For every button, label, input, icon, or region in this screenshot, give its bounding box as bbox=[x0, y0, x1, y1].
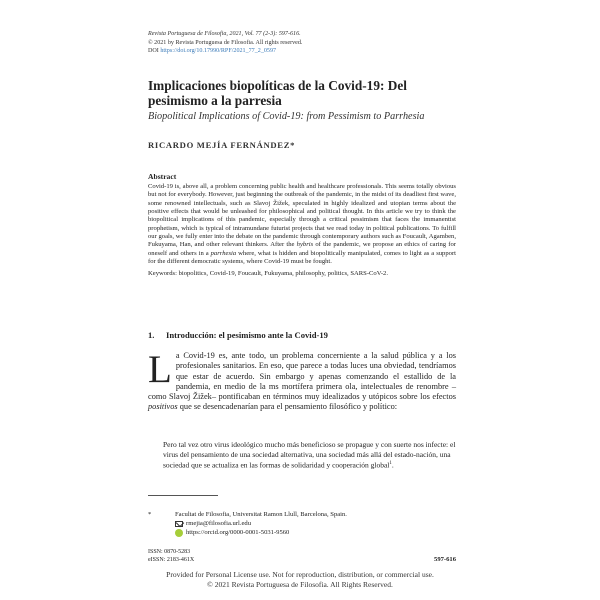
block-quote bbox=[163, 440, 458, 470]
license-notice bbox=[0, 570, 600, 590]
author-name: RICARDO MEJÍA FERNÁNDEZ* bbox=[148, 140, 296, 150]
issn: ISSN: 0870-5283 bbox=[148, 549, 191, 555]
eissn: eISSN: 2183-461X bbox=[148, 557, 195, 564]
abstract-heading: Abstract bbox=[148, 172, 177, 181]
section-number: 1. bbox=[148, 330, 155, 340]
quote-text: Pero tal vez otro virus ideológico mucho más beneficioso se propague y con suerte nos infecte: el virus del pensamiento de una sociedad alternativa, una sociedad más allá del estado-nación, una sociedad que se actualiza en las formas de solidaridad y cooperación global bbox=[163, 440, 456, 470]
drop-cap: L bbox=[148, 348, 172, 391]
section-title: Introducción: el pesimismo ante la Covid-19 bbox=[166, 330, 328, 340]
doi-label: DOI bbox=[148, 48, 159, 55]
affiliation: Facultat de Filosofia, Universitat Ramon Llull, Barcelona, Spain. bbox=[175, 511, 347, 518]
footnote-ref[interactable]: 1 bbox=[389, 461, 392, 467]
license-line-2: © 2021 Revista Portuguesa de Filosofia. All Rights Reserved. bbox=[207, 580, 393, 589]
body-text-1: a Covid-19 es, ante todo, un problema concerniente a la salud pública y a los profesionales sanitarios. En eso, que parece a todas luces una obviedad, tendríamos que estar de acuerdo. Sin embargo y apenas comenzando el estallido de la pandemia, en medio de la ms mortífera primera ola, intelectuales de renombre –como Slavoj Žižek– pontificaban en términos muy idealizados y utópicos sobre los efectos bbox=[148, 351, 456, 402]
orcid-link[interactable]: https://orcid.org/0000-0001-5031-9560 bbox=[186, 529, 290, 536]
article-subtitle: Biopolitical Implications of Covid-19: from Pessimism to Parrhesia bbox=[148, 111, 425, 122]
journal-header bbox=[148, 30, 468, 56]
body-paragraph bbox=[148, 348, 456, 413]
issn-block bbox=[148, 548, 268, 565]
abstract-text-3: where, what is hidden and biopolitically manipulated, comes to light as a support for the different democratic systems, where Covid-19 must be fought. bbox=[148, 249, 456, 266]
doi-line bbox=[148, 47, 468, 56]
footnote-body bbox=[175, 510, 445, 537]
keywords: Keywords: biopolitics, Covid-19, Foucault, Fukuyama, philosophy, politics, SARS-CoV-2. bbox=[148, 270, 389, 278]
footnote-mark: * bbox=[148, 511, 152, 518]
abstract-italic-2: parrhesia bbox=[210, 249, 237, 257]
email-line bbox=[175, 519, 445, 528]
abstract-italic-1: hybris bbox=[296, 241, 314, 249]
quote-end: . bbox=[391, 460, 394, 470]
abstract-body bbox=[148, 183, 456, 279]
mail-icon bbox=[175, 521, 183, 527]
footnote-rule bbox=[148, 495, 218, 496]
abstract-text-1: Covid-19 is, above all, a problem concerning public health and healthcare professionals. This seems totally obvious but not for everybody. However, just beginning the outbreak of the pandemic, in the midst of its deadliest first wave, some renowned intellectuals, such as Slavoj Žižek, speculated in highly idealized and utopian terms about the positive effects that would be unleashed for philosophical and political thought. In this article we try to think the biopolitical implications of this pandemic, especially through a critical pessimism that faces the immanentist prophetism, which is typical of intramundane futurist projects that we read today in political publications. To fulfill our goals, we fully enter into the debate on the pandemic through contemporary authors such as Foucault, Agamben, Fukuyama, Han, and other relevant thinkers. After the bbox=[148, 183, 456, 249]
orcid-line bbox=[175, 528, 445, 537]
copyright-line: © 2021 by Revista Portuguesa de Filosofia. All rights reserved. bbox=[148, 39, 303, 46]
orcid-icon bbox=[175, 529, 183, 537]
journal-line: Revista Portuguesa de Filosofia, 2021, Vol. 77 (2-3): 597-616. bbox=[148, 31, 301, 37]
section-heading bbox=[148, 330, 456, 340]
email-link[interactable]: rmejia@filosofia.url.edu bbox=[186, 520, 252, 527]
body-italic: positivos bbox=[148, 402, 178, 412]
license-line-1: Provided for Personal License use. Not for reproduction, distribution, or commercial use. bbox=[166, 570, 434, 579]
page-range: 597-616 bbox=[434, 556, 456, 563]
article-title: Implicaciones biopolíticas de la Covid-19: Del pesimismo a la parresia bbox=[148, 78, 407, 108]
body-text-2: que se desencadenarían para el pensamiento filosófico y político: bbox=[177, 402, 398, 412]
abstract-text-2: of the pandemic, we propose an ethics of caring for oneself and others in a bbox=[148, 241, 456, 257]
doi-link[interactable]: https://doi.org/10.17990/RPF/2021_77_2_0597 bbox=[160, 48, 277, 55]
